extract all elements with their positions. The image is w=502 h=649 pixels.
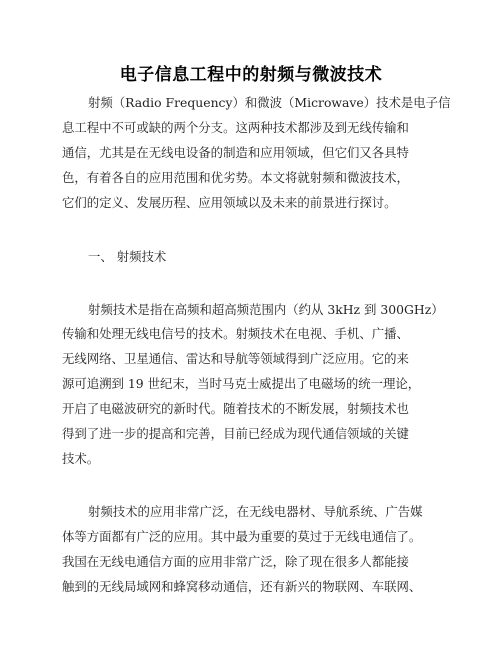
para2-line-3: 我国在无线电通信方面的应用非常广泛，除了现在很多人都能接	[62, 554, 409, 569]
para1-line-2: 传输和处理无线电信号的技术。射频技术在电视、手机、广播、	[62, 326, 409, 341]
intro-line-2: 息工程中不可或缺的两个分支。这两种技术都涉及到无线传输和	[62, 120, 409, 135]
para2-line-4: 触到的无线局域网和蜂窝移动通信，还有新兴的物联网、车联网、	[62, 579, 422, 594]
para1-line-1: 射频技术是指在高频和超高频范围内（约从 3kHz 到 300GHz）	[88, 302, 444, 317]
intro-line-5: 它们的定义、发展历程、应用领域以及未来的前景进行探讨。	[62, 195, 397, 210]
para1-line-7: 技术。	[62, 451, 100, 466]
para1-line-3: 无线网络、卫星通信、雷达和导航等领域得到广泛应用。它的来	[62, 351, 409, 366]
intro-line-3: 通信，尤其是在无线电设备的制造和应用领域，但它们又各具特	[62, 145, 409, 160]
intro-line-4: 色，有着各自的应用范围和优劣势。本文将就射频和微波技术，	[62, 170, 409, 185]
para1-line-6: 得到了进一步的提高和完善，目前已经成为现代通信领域的关键	[62, 426, 409, 441]
para2-line-1: 射频技术的应用非常广泛，在无线电器材、导航系统、广告媒	[88, 504, 423, 519]
para1-line-4: 源可追溯到 19 世纪末，当时马克士威提出了电磁场的统一理论，	[62, 376, 421, 391]
intro-line-1: 射频（Radio Frequency）和微波（Microwave）技术是电子信	[88, 95, 451, 110]
para1-line-5: 开启了电磁波研究的新时代。随着技术的不断发展，射频技术也	[62, 401, 409, 416]
document-title: 电子信息工程中的射频与微波技术	[119, 65, 383, 85]
section-heading: 一、 射频技术	[88, 249, 167, 264]
para2-line-2: 体等方面都有广泛的应用。其中最为重要的莫过于无线电通信了。	[62, 529, 422, 544]
